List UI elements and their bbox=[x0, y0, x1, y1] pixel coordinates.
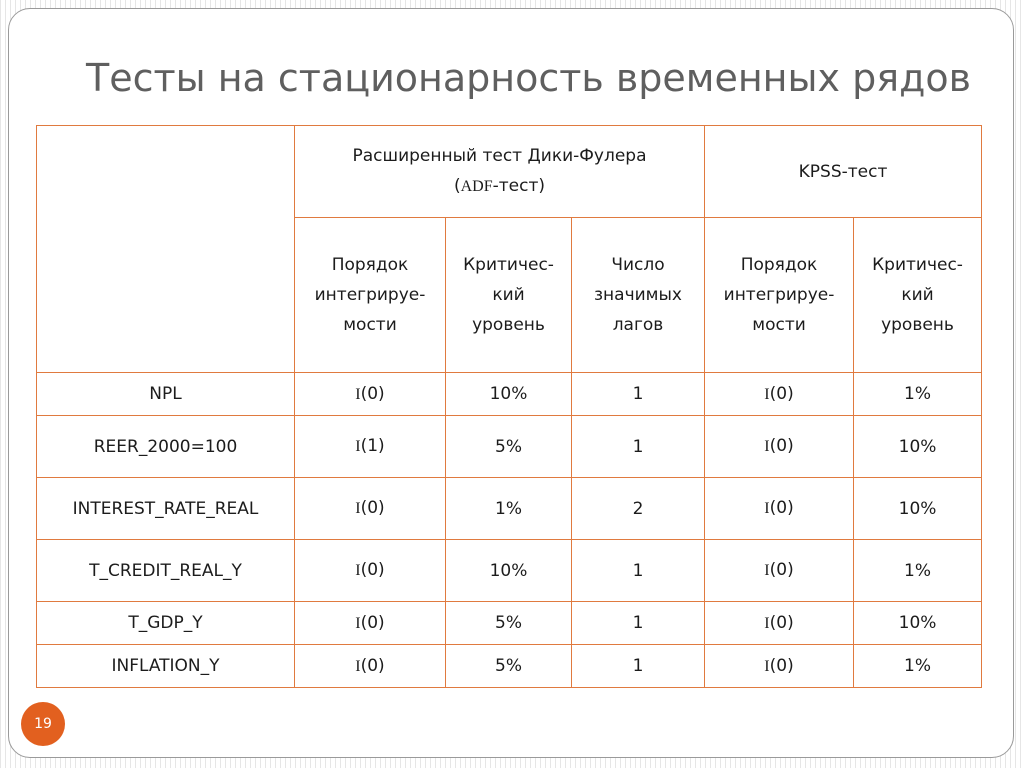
adf-critical-cell: 5% bbox=[446, 645, 572, 688]
subheader-adf-order bbox=[295, 218, 446, 373]
kpss-order-cell bbox=[705, 602, 854, 645]
adf-order-cell bbox=[295, 602, 446, 645]
adf-critical-cell: 5% bbox=[446, 602, 572, 645]
order-prefix: I bbox=[764, 500, 770, 517]
adf-critical-cell: 5% bbox=[446, 416, 572, 478]
empty-corner-cell bbox=[37, 126, 295, 373]
kpss-critical-cell: 1% bbox=[854, 540, 982, 602]
kpss-critical-cell: 10% bbox=[854, 416, 982, 478]
subheader-adf-lags bbox=[572, 218, 705, 373]
order-value: (0) bbox=[360, 498, 385, 518]
kpss-critical-cell: 10% bbox=[854, 478, 982, 540]
order-value: (0) bbox=[360, 560, 385, 580]
subheader-line: уровень bbox=[881, 315, 954, 335]
row-label: NPL bbox=[37, 373, 295, 416]
kpss-test-header: KPSS-тест bbox=[705, 126, 982, 218]
subheader-line: мости bbox=[343, 315, 397, 335]
order-prefix: I bbox=[764, 385, 770, 403]
order-value: (0) bbox=[769, 655, 794, 676]
kpss-order-cell bbox=[705, 373, 854, 416]
subheader-kpss-critical bbox=[854, 218, 982, 373]
order-value: (0) bbox=[769, 498, 794, 518]
kpss-order-cell bbox=[705, 478, 854, 540]
adf-critical-cell: 10% bbox=[446, 540, 572, 602]
subheader-line: уровень bbox=[472, 315, 545, 335]
order-prefix: I bbox=[355, 385, 361, 403]
kpss-order-cell bbox=[705, 416, 854, 478]
order-value: (0) bbox=[360, 612, 385, 633]
slide-title: Тесты на стационарность временных рядов bbox=[86, 56, 971, 100]
subheader-line: Критичес- bbox=[872, 255, 963, 275]
row-label: REER_2000=100 bbox=[37, 416, 295, 478]
adf-critical-cell: 1% bbox=[446, 478, 572, 540]
order-prefix: I bbox=[355, 562, 361, 579]
page-number-badge: 19 bbox=[21, 702, 65, 746]
adf-lags-cell: 1 bbox=[572, 416, 705, 478]
adf-order-cell bbox=[295, 478, 446, 540]
subheader-line: Порядок bbox=[331, 255, 409, 275]
table-row bbox=[37, 645, 982, 688]
subheader-line: интегрируе- bbox=[314, 285, 426, 305]
order-prefix: I bbox=[764, 614, 770, 632]
adf-lags-cell: 1 bbox=[572, 645, 705, 688]
table-row bbox=[37, 540, 982, 602]
order-prefix: I bbox=[355, 614, 361, 632]
subheader-line: мости bbox=[752, 315, 806, 335]
adf-header-line1: Расширенный тест Дики-Фулера bbox=[352, 146, 647, 166]
order-prefix: I bbox=[764, 438, 770, 455]
adf-header-abbr: ADF bbox=[460, 178, 493, 195]
kpss-critical-cell: 1% bbox=[854, 645, 982, 688]
order-prefix: I bbox=[355, 500, 361, 517]
row-label: INFLATION_Y bbox=[37, 645, 295, 688]
adf-lags-cell: 2 bbox=[572, 478, 705, 540]
adf-header-line2 bbox=[295, 171, 704, 202]
adf-lags-cell: 1 bbox=[572, 540, 705, 602]
order-value: (0) bbox=[769, 560, 794, 580]
order-prefix: I bbox=[764, 562, 770, 579]
order-value: (0) bbox=[360, 383, 385, 404]
adf-lags-cell: 1 bbox=[572, 373, 705, 416]
subheader-line: интегрируе- bbox=[723, 285, 835, 305]
order-value: (0) bbox=[769, 436, 794, 456]
subheader-line: Число bbox=[611, 255, 665, 275]
row-label: T_CREDIT_REAL_Y bbox=[37, 540, 295, 602]
adf-critical-cell: 10% bbox=[446, 373, 572, 416]
subheader-line: Порядок bbox=[740, 255, 818, 275]
order-prefix: I bbox=[355, 438, 361, 455]
subheader-adf-critical bbox=[446, 218, 572, 373]
table-header-row bbox=[37, 126, 982, 218]
row-label: T_GDP_Y bbox=[37, 602, 295, 645]
stationarity-tests-table bbox=[36, 125, 982, 688]
adf-test-header bbox=[295, 126, 705, 218]
subheader-line: кий bbox=[492, 285, 525, 305]
subheader-kpss-order bbox=[705, 218, 854, 373]
adf-order-cell bbox=[295, 373, 446, 416]
adf-header-open-paren: ( bbox=[453, 176, 461, 196]
adf-order-cell bbox=[295, 540, 446, 602]
table-row bbox=[37, 416, 982, 478]
order-value: (0) bbox=[360, 655, 385, 676]
order-prefix: I bbox=[764, 657, 770, 675]
adf-lags-cell: 1 bbox=[572, 602, 705, 645]
subheader-line: кий bbox=[901, 285, 934, 305]
order-value: (0) bbox=[769, 383, 794, 404]
table-row bbox=[37, 478, 982, 540]
order-value: (1) bbox=[360, 436, 385, 456]
table-row bbox=[37, 373, 982, 416]
kpss-critical-cell: 1% bbox=[854, 373, 982, 416]
kpss-critical-cell: 10% bbox=[854, 602, 982, 645]
adf-order-cell bbox=[295, 645, 446, 688]
row-label: INTEREST_RATE_REAL bbox=[37, 478, 295, 540]
kpss-order-cell bbox=[705, 540, 854, 602]
subheader-line: Критичес- bbox=[463, 255, 554, 275]
subheader-line: лагов bbox=[612, 315, 664, 335]
order-value: (0) bbox=[769, 612, 794, 633]
table-row bbox=[37, 602, 982, 645]
order-prefix: I bbox=[355, 657, 361, 675]
kpss-order-cell bbox=[705, 645, 854, 688]
adf-order-cell bbox=[295, 416, 446, 478]
adf-header-rest: -тест) bbox=[492, 176, 546, 196]
subheader-line: значимых bbox=[594, 285, 682, 305]
